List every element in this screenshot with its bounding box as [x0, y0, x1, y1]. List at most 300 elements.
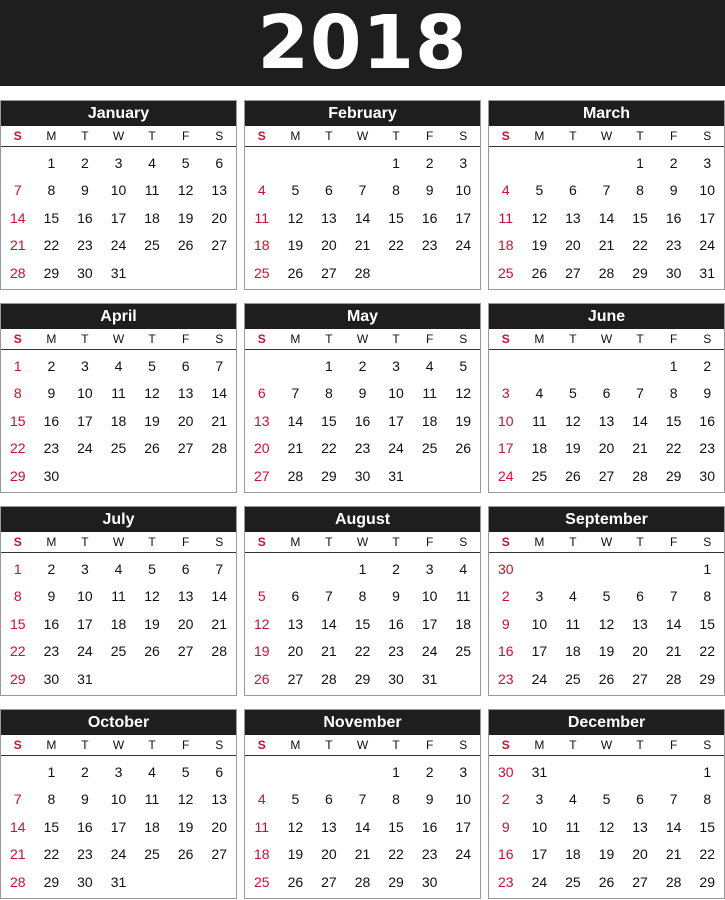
- day-date: 12: [177, 791, 194, 808]
- weekday-label: W: [356, 738, 369, 752]
- day-date: 30: [421, 873, 438, 890]
- day-date: 26: [177, 237, 194, 254]
- day-date: 10: [531, 615, 548, 632]
- weekday-label: M: [46, 332, 57, 346]
- day-date: 5: [148, 561, 156, 577]
- weekday-label: T: [569, 129, 577, 143]
- day-date: 16: [421, 818, 438, 835]
- weekday-label: F: [181, 738, 190, 752]
- day-date: 22: [632, 237, 648, 254]
- day-date: 23: [421, 237, 438, 254]
- weekday-label: T: [81, 332, 89, 346]
- day-date: 15: [388, 209, 404, 226]
- day-date: 12: [144, 588, 160, 605]
- weekday-label: S: [257, 129, 266, 143]
- weekday-label: W: [112, 332, 125, 346]
- day-date: 2: [703, 358, 712, 374]
- day-date: [446, 869, 480, 896]
- day-date: 14: [354, 209, 371, 226]
- day-date: 2: [81, 764, 89, 780]
- day-date: 14: [354, 818, 371, 835]
- day-date: 24: [388, 440, 404, 457]
- day-date: 19: [177, 209, 194, 226]
- weekday-header-row: [1, 735, 236, 756]
- weekday-label: S: [215, 332, 224, 346]
- days-grid: [1, 553, 236, 693]
- weekday-label: M: [46, 738, 57, 752]
- weekday-label: S: [257, 535, 266, 549]
- sunday-date: 16: [497, 846, 514, 863]
- day-date: 19: [455, 412, 471, 429]
- day-date: 15: [665, 412, 682, 429]
- day-date: [279, 150, 313, 177]
- sunday-date: 22: [9, 440, 26, 457]
- day-date: 10: [421, 588, 438, 605]
- day-date: 19: [144, 412, 160, 429]
- day-date: [446, 260, 480, 287]
- sunday-date: 9: [501, 818, 510, 835]
- sunday-date: 7: [13, 182, 22, 199]
- weekday-label: F: [425, 535, 434, 549]
- day-date: 26: [565, 467, 581, 484]
- day-date: 25: [144, 237, 160, 254]
- day-date: 16: [421, 209, 438, 226]
- weekday-label: S: [13, 738, 22, 752]
- day-date: [169, 869, 203, 896]
- sunday-date: [245, 759, 279, 786]
- day-date: 5: [291, 791, 300, 808]
- day-date: 17: [531, 846, 548, 863]
- sunday-date: 1: [13, 561, 22, 577]
- weekday-label: F: [181, 332, 190, 346]
- weekday-label: W: [356, 535, 369, 549]
- sunday-date: 5: [257, 588, 266, 605]
- day-date: 12: [598, 615, 615, 632]
- day-date: 10: [455, 791, 471, 808]
- day-date: 6: [569, 182, 577, 199]
- day-date: [446, 463, 480, 490]
- day-date: 20: [211, 818, 227, 835]
- day-date: [312, 759, 346, 786]
- day-date: 22: [388, 846, 404, 863]
- day-date: 11: [422, 385, 437, 402]
- sunday-date: 2: [501, 791, 510, 808]
- day-date: [413, 260, 447, 287]
- day-date: 18: [531, 440, 548, 457]
- day-date: 19: [565, 440, 581, 457]
- day-date: 7: [325, 588, 333, 605]
- day-date: 23: [43, 440, 60, 457]
- day-date: 1: [47, 155, 56, 171]
- day-date: 11: [144, 791, 160, 808]
- day-date: 15: [43, 818, 60, 835]
- month-name: July: [1, 507, 236, 532]
- sunday-date: [245, 556, 279, 583]
- month-august: [244, 506, 481, 696]
- day-date: 3: [703, 155, 712, 171]
- day-date: 24: [531, 670, 548, 687]
- sunday-date: 26: [253, 670, 270, 687]
- weekday-label: T: [569, 738, 577, 752]
- day-date: 3: [114, 764, 123, 780]
- day-date: 18: [565, 643, 581, 660]
- day-date: 23: [43, 643, 60, 660]
- day-date: 10: [699, 182, 715, 199]
- day-date: 1: [358, 561, 367, 577]
- day-date: 12: [287, 209, 304, 226]
- day-date: 5: [602, 588, 611, 605]
- day-date: [523, 556, 557, 583]
- day-date: 19: [287, 846, 304, 863]
- day-date: 14: [211, 588, 227, 605]
- days-grid: [1, 350, 236, 490]
- sunday-date: 17: [497, 440, 514, 457]
- sunday-date: 10: [497, 412, 514, 429]
- sunday-date: [489, 353, 523, 380]
- weekday-label: F: [425, 129, 434, 143]
- day-date: 20: [632, 643, 648, 660]
- day-date: 1: [392, 155, 400, 171]
- day-date: 10: [455, 182, 471, 199]
- weekday-label: T: [392, 738, 400, 752]
- day-date: 18: [110, 412, 127, 429]
- day-date: [279, 556, 313, 583]
- day-date: 18: [144, 818, 160, 835]
- day-date: 24: [531, 873, 548, 890]
- weekday-label: M: [46, 129, 57, 143]
- weekday-label: S: [215, 738, 224, 752]
- day-date: 17: [455, 209, 471, 226]
- weekday-label: T: [148, 332, 156, 346]
- weekday-label: T: [81, 535, 89, 549]
- day-date: 15: [43, 209, 60, 226]
- day-date: 4: [569, 791, 577, 808]
- day-date: 16: [388, 615, 404, 632]
- day-date: 27: [321, 873, 337, 890]
- day-date: 2: [47, 561, 56, 577]
- weekday-label: S: [215, 535, 224, 549]
- day-date: 31: [388, 467, 404, 484]
- month-name: November: [245, 710, 480, 735]
- day-date: [556, 759, 590, 786]
- day-date: 17: [421, 615, 438, 632]
- month-name: February: [245, 101, 480, 126]
- day-date: 26: [287, 873, 304, 890]
- day-date: 25: [144, 846, 160, 863]
- day-date: 10: [77, 385, 93, 402]
- day-date: [202, 666, 236, 693]
- day-date: 6: [325, 182, 333, 199]
- day-date: 8: [47, 182, 56, 199]
- sunday-date: 11: [254, 818, 270, 835]
- day-date: [102, 666, 136, 693]
- day-date: 30: [388, 670, 404, 687]
- day-date: 28: [632, 467, 648, 484]
- day-date: [556, 556, 590, 583]
- day-date: 4: [425, 358, 434, 374]
- weekday-label: F: [181, 535, 190, 549]
- sunday-date: 19: [253, 643, 270, 660]
- weekday-label: S: [501, 129, 510, 143]
- day-date: 23: [699, 440, 715, 457]
- weekday-label: W: [600, 332, 613, 346]
- days-grid: [489, 756, 724, 896]
- weekday-label: M: [534, 129, 545, 143]
- month-july: [0, 506, 237, 696]
- day-date: 25: [110, 440, 127, 457]
- day-date: 14: [287, 412, 304, 429]
- day-date: 14: [665, 818, 682, 835]
- day-date: 6: [215, 764, 224, 780]
- day-date: 24: [110, 846, 127, 863]
- weekday-label: M: [290, 535, 301, 549]
- day-date: 29: [699, 670, 715, 687]
- day-date: 28: [598, 264, 615, 281]
- weekday-label: S: [13, 129, 22, 143]
- day-date: 16: [43, 615, 60, 632]
- weekday-label: T: [81, 129, 89, 143]
- day-date: 15: [388, 818, 404, 835]
- day-date: 12: [531, 209, 548, 226]
- day-date: 31: [110, 264, 127, 281]
- days-grid: [1, 147, 236, 287]
- day-date: 24: [77, 643, 93, 660]
- weekday-label: T: [325, 738, 333, 752]
- day-date: 14: [632, 412, 648, 429]
- month-name: October: [1, 710, 236, 735]
- day-date: 3: [425, 561, 434, 577]
- day-date: 20: [632, 846, 648, 863]
- day-date: 13: [211, 182, 227, 199]
- day-date: 7: [215, 561, 224, 577]
- day-date: 30: [699, 467, 715, 484]
- weekday-label: S: [13, 332, 22, 346]
- sunday-date: 14: [9, 818, 26, 835]
- day-date: 18: [455, 615, 471, 632]
- weekday-label: F: [669, 332, 678, 346]
- day-date: 21: [598, 237, 615, 254]
- day-date: 24: [455, 237, 471, 254]
- day-date: 4: [114, 358, 123, 374]
- day-date: 30: [665, 264, 682, 281]
- sunday-date: 9: [501, 615, 510, 632]
- day-date: 13: [321, 818, 337, 835]
- weekday-label: F: [181, 129, 190, 143]
- weekday-label: M: [290, 332, 301, 346]
- day-date: 22: [43, 846, 60, 863]
- sunday-date: 25: [497, 264, 514, 281]
- days-grid: [1, 756, 236, 896]
- sunday-date: 3: [501, 385, 510, 402]
- day-date: [657, 556, 691, 583]
- weekday-header-row: [489, 532, 724, 553]
- day-date: 20: [321, 846, 337, 863]
- weekday-label: S: [703, 738, 712, 752]
- day-date: 16: [665, 209, 682, 226]
- day-date: 3: [81, 561, 89, 577]
- day-date: 6: [325, 791, 333, 808]
- day-date: 6: [215, 155, 224, 171]
- sunday-date: 7: [13, 791, 22, 808]
- day-date: 22: [388, 237, 404, 254]
- day-date: 16: [77, 209, 93, 226]
- sunday-date: 12: [253, 615, 270, 632]
- day-date: 13: [211, 791, 227, 808]
- day-date: 1: [669, 358, 678, 374]
- day-date: 27: [632, 873, 648, 890]
- day-date: 17: [110, 209, 127, 226]
- weekday-label: S: [459, 129, 468, 143]
- day-date: 31: [699, 264, 715, 281]
- weekday-label: F: [425, 332, 434, 346]
- sunday-date: 24: [497, 467, 514, 484]
- day-date: 9: [669, 182, 678, 199]
- day-date: 28: [287, 467, 304, 484]
- month-april: [0, 303, 237, 493]
- day-date: 6: [636, 791, 644, 808]
- day-date: 12: [287, 818, 304, 835]
- day-date: 4: [148, 764, 156, 780]
- month-september: [488, 506, 725, 696]
- day-date: 2: [425, 764, 434, 780]
- day-date: 14: [598, 209, 615, 226]
- day-date: [169, 463, 203, 490]
- month-name: June: [489, 304, 724, 329]
- sunday-date: 23: [497, 670, 514, 687]
- day-date: 8: [703, 588, 712, 605]
- day-date: [202, 260, 236, 287]
- sunday-date: [1, 759, 35, 786]
- day-date: 21: [211, 412, 227, 429]
- day-date: 13: [565, 209, 581, 226]
- day-date: 29: [43, 873, 60, 890]
- day-date: 13: [321, 209, 337, 226]
- day-date: 23: [388, 643, 404, 660]
- day-date: [590, 353, 624, 380]
- day-date: 27: [211, 846, 227, 863]
- day-date: 29: [43, 264, 60, 281]
- day-date: 8: [325, 385, 333, 402]
- day-date: 16: [699, 412, 715, 429]
- day-date: 29: [632, 264, 648, 281]
- sunday-date: 11: [254, 209, 270, 226]
- day-date: 1: [703, 561, 712, 577]
- days-grid: [489, 553, 724, 693]
- day-date: 7: [669, 588, 678, 605]
- day-date: 7: [358, 791, 367, 808]
- days-grid: [245, 756, 480, 896]
- day-date: 19: [177, 818, 194, 835]
- day-date: 8: [669, 385, 678, 402]
- weekday-label: S: [501, 535, 510, 549]
- weekday-label: S: [459, 535, 468, 549]
- day-date: 21: [632, 440, 648, 457]
- sunday-date: 27: [253, 467, 270, 484]
- day-date: [413, 463, 447, 490]
- day-date: 30: [354, 467, 371, 484]
- year-title: 2018: [257, 0, 468, 86]
- day-date: 24: [699, 237, 715, 254]
- day-date: 15: [699, 615, 715, 632]
- days-grid: [245, 553, 480, 693]
- day-date: 26: [531, 264, 548, 281]
- day-date: 17: [699, 209, 715, 226]
- weekday-header-row: [489, 735, 724, 756]
- day-date: [446, 666, 480, 693]
- day-date: 5: [602, 791, 611, 808]
- day-date: 19: [598, 846, 615, 863]
- day-date: 12: [144, 385, 160, 402]
- day-date: 3: [459, 764, 468, 780]
- day-date: 1: [703, 764, 712, 780]
- day-date: 21: [665, 846, 682, 863]
- day-date: 9: [358, 385, 367, 402]
- day-date: 16: [77, 818, 93, 835]
- weekday-label: S: [501, 332, 510, 346]
- sunday-date: 28: [9, 873, 26, 890]
- day-date: 25: [565, 873, 581, 890]
- day-date: 27: [321, 264, 337, 281]
- day-date: 17: [388, 412, 404, 429]
- day-date: 25: [110, 643, 127, 660]
- days-grid: [245, 350, 480, 490]
- day-date: 13: [177, 385, 194, 402]
- day-date: 1: [325, 358, 333, 374]
- day-date: 5: [459, 358, 468, 374]
- day-date: 13: [632, 818, 648, 835]
- day-date: 17: [455, 818, 471, 835]
- weekday-label: M: [290, 738, 301, 752]
- weekday-label: M: [290, 129, 301, 143]
- day-date: 21: [287, 440, 304, 457]
- day-date: 6: [602, 385, 611, 402]
- day-date: 7: [669, 791, 678, 808]
- day-date: 17: [110, 818, 127, 835]
- day-date: 2: [425, 155, 434, 171]
- day-date: [523, 150, 557, 177]
- day-date: 29: [699, 873, 715, 890]
- weekday-label: S: [215, 129, 224, 143]
- month-name: March: [489, 101, 724, 126]
- month-june: [488, 303, 725, 493]
- day-date: 17: [77, 615, 93, 632]
- day-date: 9: [392, 588, 400, 605]
- day-date: 10: [77, 588, 93, 605]
- weekday-label: W: [600, 129, 613, 143]
- day-date: [68, 463, 102, 490]
- days-grid: [489, 350, 724, 490]
- day-date: 22: [665, 440, 682, 457]
- weekday-label: T: [636, 535, 644, 549]
- day-date: [135, 666, 169, 693]
- weekday-label: T: [569, 535, 577, 549]
- day-date: [169, 666, 203, 693]
- day-date: 6: [181, 561, 190, 577]
- month-march: [488, 100, 725, 290]
- day-date: 9: [47, 385, 56, 402]
- days-grid: [489, 147, 724, 287]
- day-date: [279, 353, 313, 380]
- day-date: 3: [459, 155, 468, 171]
- day-date: 29: [665, 467, 682, 484]
- day-date: 12: [455, 385, 471, 402]
- day-date: 18: [110, 615, 127, 632]
- day-date: 16: [43, 412, 60, 429]
- month-name: January: [1, 101, 236, 126]
- day-date: 28: [665, 873, 682, 890]
- sunday-date: 29: [9, 670, 26, 687]
- day-date: 5: [181, 764, 190, 780]
